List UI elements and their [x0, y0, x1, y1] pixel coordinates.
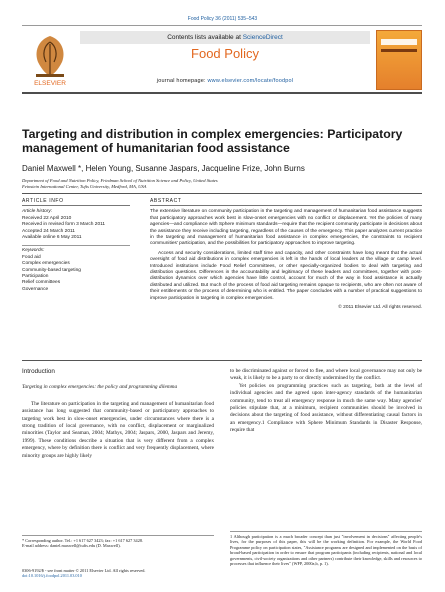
history-item: Available online 6 May 2011 — [22, 235, 82, 241]
abstract-paragraph: Access and security considerations, limited staff time and capacity, and other constraints have long meant that the actual oversight of food aid distributions in complex emergencies is left in the hands of local leaders at the village or camp level. Introduced institutions include Food Relief Committees, or other specially-organized bodies to deal with targeting and distribution questions. Differences in the accountability and legitimacy of these leaders and committees, together with post-distribution dynamics over which agencies have little control, account for much of the way in food assistance is actually distributed and utilized. But much of the process of food aid targeting remains opaque to recipients, who are often not aware of their entitlements or the process of determining who is entitled. The paper concludes with a number of practical suggestions to improve participation in targeting in complex emergencies. — [150, 250, 422, 301]
journal-reference: Food Policy 36 (2011) 535–543 — [187, 16, 258, 22]
keyword: Complex emergencies — [22, 261, 70, 267]
body-paragraph: The literature on participation in the targeting and management of humanitarian food assistance has long suggested that community-based or participatory approaches to targeting work best in slow-onset emergencies, under circumstances where there is a strong tradition of local governance, with no conflict, displacement or marginalized minorities (Taylor and Seaman, 2004; Mathys, 2004; Jaspars, 2000, Jaspars and Jeremy, 1999). These conditions describe a situation that is very different from a complex emergency, where by definition there is conflict and very frequently displacement, where minority groups are highly likely — [22, 400, 214, 459]
copyright-notice: © 2011 Elsevier Ltd. All rights reserved. — [338, 305, 422, 311]
affiliations — [22, 178, 422, 190]
history-item: Received in revised form 3 March 2011 — [22, 222, 106, 228]
sciencedirect-link[interactable]: ScienceDirect — [242, 34, 283, 41]
issn-doi-line — [22, 568, 272, 579]
author-list: Daniel Maxwell *, Helen Young, Susanne Jaspars, Jacqueline Frize, John Burns — [22, 164, 305, 173]
keywords-heading: Keywords: — [22, 245, 130, 254]
keyword: Governance — [22, 286, 49, 292]
elsevier-wordmark: ELSEVIER — [34, 80, 66, 87]
abstract-paragraph: The extensive literature on community participation in the targeting and management of humanitarian food assistance suggests that participatory approaches work best in slow-onset emergencies with no conflict or displacement. Yet the policies of many agencies—and compliance with Sphere minimum standards—require that the recipient community participate in decisions about the assistance they receive including targeting, regardless of the causes of the emergency. This paper analyzes current practice in the targeting and management of humanitarian food assistance in complex emergencies, the constraints to recipient communities' participation, and the possibilities for participatory approaches to improve targeting. — [150, 209, 422, 247]
affiliation-2: Feinstein International Center, Tufts University, Medford, MA, USA — [22, 184, 147, 189]
journal-title: Food Policy — [191, 46, 259, 61]
issn-line: 0306-9192/$ - see front matter © 2011 Elsevier Ltd. All rights reserved. — [22, 568, 146, 573]
paper-title: Targeting and distribution in complex emergencies: Participatory management of humanitarian food assistance — [22, 127, 403, 155]
doi-link[interactable]: doi:10.1016/j.foodpol.2011.03.010 — [22, 573, 82, 579]
corresponding-author-footnote — [22, 535, 214, 549]
divider — [22, 360, 422, 361]
section-heading-introduction: Introduction — [22, 368, 55, 375]
footnote-1: 1 Although participation is a much broader concept than just "involvement in decisions" affecting people's lives, for the purposes of this paper, this will be the working definition. For example, the World Food Programme policy on participation states, "Assistance programs are designed and implemented on the basis of broad-based participation in order to ensure that program participants (including recipients, national and local governments, civil-society organizations and other partners) contribute their knowledge, skills and resources to processes that influence their lives" (WFP, 2000a,b, p. 1). — [230, 531, 422, 566]
journal-cover-thumbnail — [376, 30, 422, 90]
keyword: Community-based targeting — [22, 267, 81, 273]
email-line: E-mail address: daniel.maxwell@tufts.edu (D. Maxwell). — [22, 543, 121, 549]
elsevier-logo — [24, 30, 76, 88]
body-column-right — [230, 368, 422, 435]
contents-available-line — [80, 31, 370, 44]
keyword: Participation — [22, 274, 49, 280]
article-history-heading: Article history: — [22, 209, 53, 215]
article-info — [22, 198, 130, 293]
divider — [22, 193, 422, 194]
history-item: Accepted 24 March 2011 — [22, 228, 75, 234]
history-item: Received 22 April 2010 — [22, 215, 72, 221]
abstract-heading: ABSTRACT — [150, 198, 422, 206]
homepage-link[interactable]: www.elsevier.com/locate/foodpol — [207, 78, 294, 84]
affiliation-1: Department of Food and Nutrition Policy, Friedman School of Nutrition Science and Policy, United States — [22, 178, 218, 183]
subsection-heading: Targeting in complex emergencies: the policy and programming dilemma — [22, 384, 178, 391]
body-paragraph: Yet policies on programming practices such as targeting, both at the level of individual agencies and the agreed upon inter-agency standards of the humanitarian community, tend to treat all emergency response in much the same way. Many agencies' policies stipulate that, at a minimum, recipient communities should be involved in decisions about the targeting of food assistance, without differentiating causal factors in an emergency.1 Compliance with Sphere Minimum Standards in Disaster Response, require that — [230, 382, 422, 434]
body-column-left — [22, 368, 214, 460]
keyword: Food aid — [22, 254, 41, 260]
body-paragraph: to be discriminated against or forced to flee, and where local governance may not only be weak, it is likely to be a party to or directly undermined by the conflict. — [230, 368, 422, 382]
homepage-prefix: journal homepage: — [156, 78, 208, 84]
abstract — [150, 198, 422, 312]
keyword: Relief committees — [22, 280, 61, 286]
article-info-heading: ARTICLE INFO — [22, 198, 130, 206]
contents-prefix: Contents lists available at — [167, 34, 243, 41]
corresponding-author-contact: * Corresponding author. Tel.: +1 617 627 3423; fax: +1 617 627 3428. — [22, 538, 144, 543]
journal-homepage — [80, 78, 370, 84]
